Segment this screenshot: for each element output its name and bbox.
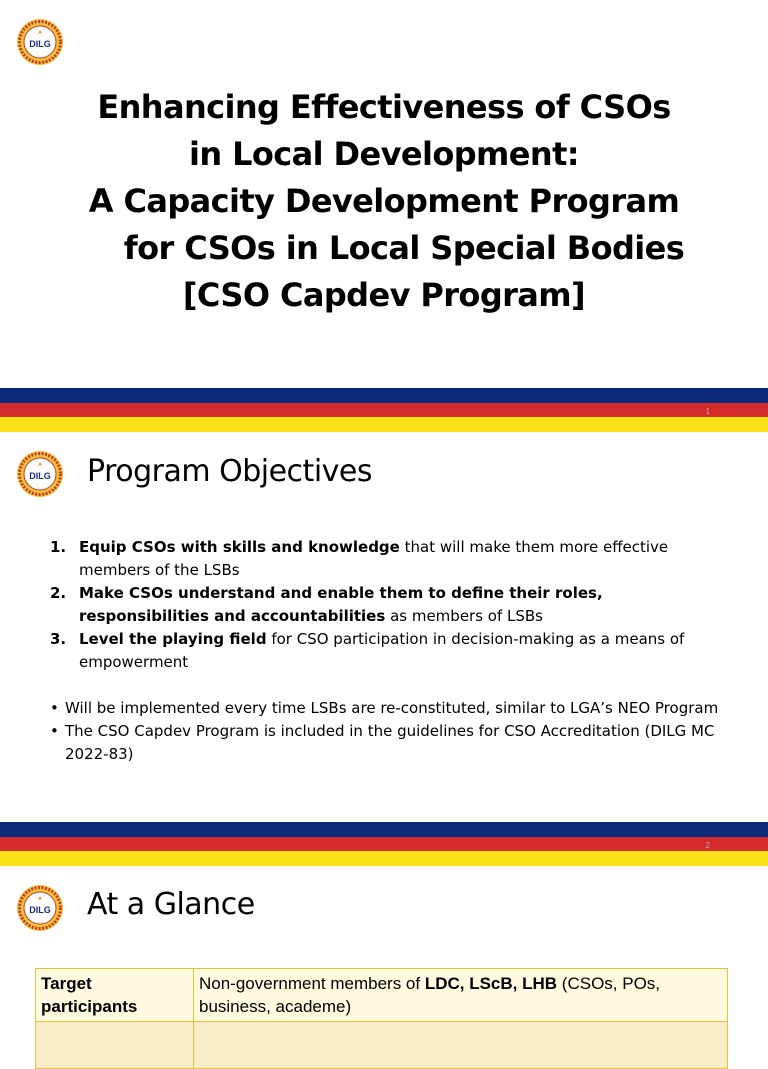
cell-text: Non-government members of (199, 974, 425, 993)
table-row (36, 969, 728, 1022)
title-line: for CSOs in Local Special Bodies (123, 229, 685, 267)
objective-emphasis: Make CSOs understand and enable them to define their roles, responsibilities and accountabilities (79, 584, 603, 625)
list-item (50, 720, 730, 766)
objective-text: for CSO participation in decision-making as a means of empowerment (79, 630, 685, 671)
objectives-list (50, 536, 730, 674)
objective-item (50, 582, 730, 628)
objective-emphasis: Level the playing field (79, 630, 267, 648)
section-heading: Program Objectives (87, 454, 372, 489)
title-line: Enhancing Effectiveness of CSOs (97, 88, 671, 126)
dilg-logo (16, 450, 64, 498)
table-cell-value (194, 1022, 728, 1069)
logo-text: DILG (29, 905, 51, 915)
page-number: 1 (705, 407, 710, 416)
dilg-logo (16, 884, 64, 932)
glance-table (35, 968, 728, 1069)
section-heading: At a Glance (87, 887, 255, 922)
table-cell-label (36, 1022, 194, 1069)
title-line: A Capacity Development Program (88, 182, 680, 220)
cell-emphasis: LDC, LScB, LHB (424, 974, 558, 993)
objective-item (50, 536, 730, 582)
logo-text: DILG (29, 39, 51, 49)
bullet-icon: • (50, 699, 59, 717)
slide-1 (0, 0, 768, 432)
objective-text: as members of LSBs (385, 607, 544, 625)
objective-emphasis: Equip CSOs with skills and knowledge (79, 538, 400, 556)
flag-stripes (0, 822, 768, 866)
objective-number: 2. (50, 584, 67, 602)
objective-number: 1. (50, 538, 67, 556)
slide-title (0, 84, 768, 319)
dilg-logo (16, 18, 64, 66)
table-cell-value (194, 969, 728, 1022)
logo-text: DILG (29, 471, 51, 481)
list-item (50, 697, 730, 720)
table-row (36, 1022, 728, 1069)
title-line: [CSO Capdev Program] (182, 276, 586, 314)
title-line: in Local Development: (189, 135, 579, 173)
objective-item (50, 628, 730, 674)
table-cell-label: Target participants (36, 969, 194, 1022)
page-number: 2 (705, 841, 710, 850)
cell-text: (CSOs, POs, business, academe) (199, 974, 661, 1016)
objective-number: 3. (50, 630, 67, 648)
notes-list (50, 697, 730, 766)
note-text: The CSO Capdev Program is included in the guidelines for CSO Accreditation (DILG MC 2022-83) (65, 722, 715, 763)
flag-stripes (0, 388, 768, 432)
bullet-icon: • (50, 722, 59, 740)
objective-text: that will make them more effective members of the LSBs (79, 538, 669, 579)
note-text: Will be implemented every time LSBs are re-constituted, similar to LGA’s NEO Program (65, 699, 719, 717)
